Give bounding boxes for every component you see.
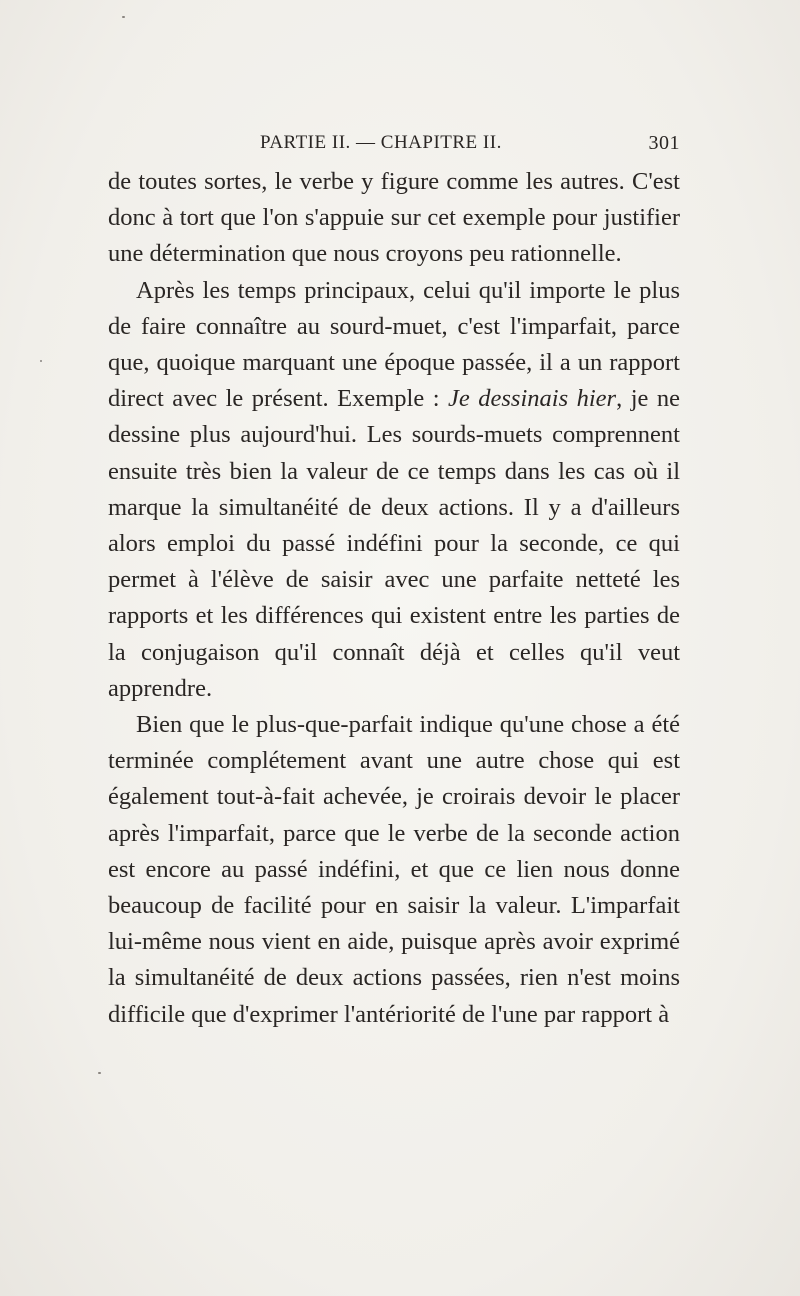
- example-phrase: Je dessinais hier: [448, 385, 617, 413]
- paragraph-2-part-1: Après les temps principaux, celui qu'il importe le plus de faire connaître au sourd-muet, c'est l'imparfait, parce que, quoique marquant une époque passée, il a un rapport direct avec le présent. Exemple :: [108, 276, 680, 413]
- body-text: [108, 164, 680, 1033]
- paragraph-2: [108, 273, 680, 707]
- page-number: 301: [648, 132, 680, 154]
- running-head: PARTIE II. — CHAPITRE II.: [260, 132, 502, 153]
- page-header: [108, 128, 680, 158]
- paragraph-1: de toutes sortes, le verbe y figure comme les autres. C'est donc à tort que l'on s'appuie sur cet exemple pour justifier une détermination que nous croyons peu rationnelle.: [108, 168, 680, 268]
- paragraph-2-part-2: , je ne dessine plus aujourd'hui. Les sourds-muets comprennent ensuite très bien la valeur de ce temps dans les cas où il marque la simultanéité de deux actions. Il y a d'ailleurs alors emploi du passé indéfini pour la seconde, ce qui permet à l'élève de saisir avec une parfaite netteté les rapports et les différences qui existent entre les parties de la conjugaison qu'il connaît déjà et celles qu'il veut apprendre.: [108, 385, 680, 702]
- paragraph-3: Bien que le plus-que-parfait indique qu'une chose a été terminée complétement avant une autre chose qui est également tout-à-fait achevée, je croirais devoir le placer après l'imparfait, parce que le verbe de la seconde action est encore au passé indéfini, et que ce lien nous donne beaucoup de facilité pour en saisir la valeur. L'imparfait lui-même nous vient en aide, puisque après avoir exprimé la simultanéité de deux actions passées, rien n'est moins difficile que d'exprimer l'antériorité de l'une par rapport à: [108, 711, 680, 1028]
